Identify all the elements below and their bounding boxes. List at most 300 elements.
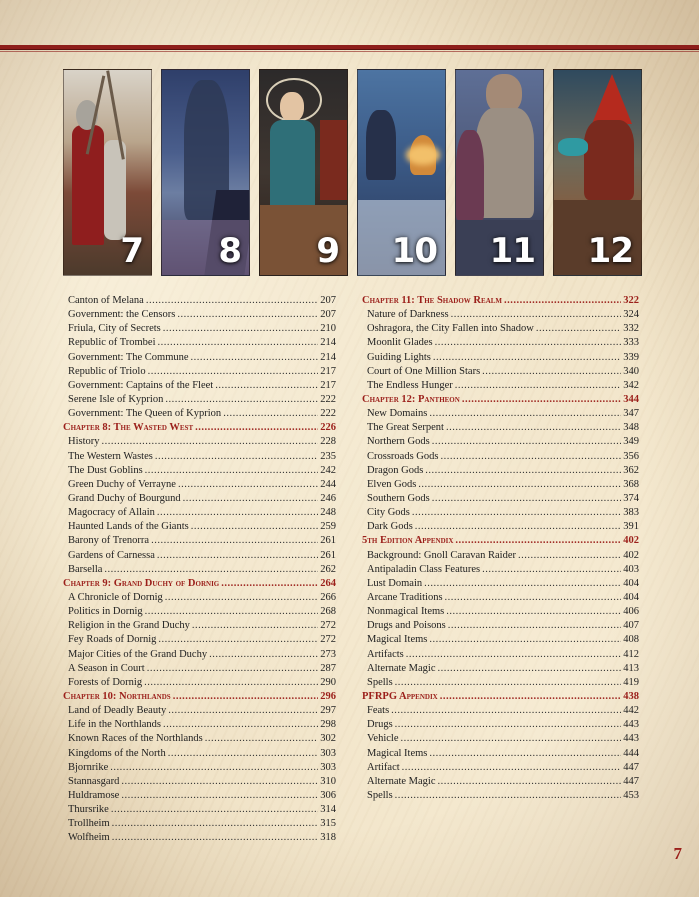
toc-entry	[367, 506, 639, 520]
toc-leader-dots	[147, 662, 319, 676]
toc-entry-page: 349	[623, 436, 639, 448]
toc-entry-page: 261	[320, 549, 336, 561]
toc-leader-dots	[157, 506, 318, 520]
toc-entry-page: 246	[320, 492, 336, 504]
toc-entry	[367, 478, 639, 492]
toc-entry	[68, 789, 336, 803]
toc-entry	[68, 549, 336, 563]
toc-leader-dots	[158, 633, 318, 647]
toc-leader-dots	[432, 492, 622, 506]
toc-entry-title: Grand Duchy of Bourgund	[68, 492, 181, 504]
toc-entry-page: 447	[623, 775, 639, 787]
toc-leader-dots	[415, 520, 621, 534]
toc-entry	[68, 294, 336, 308]
toc-entry-page: 412	[623, 648, 639, 660]
toc-entry-page: 228	[320, 436, 336, 448]
chapter-number: 12	[587, 231, 633, 271]
toc-entry-page: 347	[623, 408, 639, 420]
toc-entry	[68, 831, 336, 845]
toc-entry-page: 259	[320, 521, 336, 533]
toc-entry-title: Moonlit Glades	[367, 337, 433, 349]
toc-leader-dots	[151, 534, 318, 548]
toc-entry	[367, 450, 639, 464]
toc-entry-title: Vehicle	[367, 733, 399, 745]
toc-entry	[367, 775, 639, 789]
toc-entry-title: The Great Serpent	[367, 422, 444, 434]
toc-entry	[367, 322, 639, 336]
toc-leader-dots	[168, 704, 318, 718]
toc-leader-dots	[165, 591, 318, 605]
toc-entry-page: 442	[623, 705, 639, 717]
toc-leader-dots	[446, 605, 621, 619]
toc-leader-dots	[518, 549, 621, 563]
toc-entry-title: Oshragora, the City Fallen into Shadow	[367, 323, 534, 335]
toc-entry	[68, 308, 336, 322]
toc-entry-page: 272	[320, 634, 336, 646]
toc-entry-title: Artifact	[367, 761, 400, 773]
toc-entry-title: Spells	[367, 676, 393, 688]
toc-leader-dots	[111, 803, 318, 817]
toc-entry-page: 447	[623, 761, 639, 773]
toc-entry-page: 272	[320, 620, 336, 632]
toc-leader-dots	[440, 450, 621, 464]
toc-entry-title: A Season in Court	[68, 662, 145, 674]
toc-entry-page: 226	[320, 422, 336, 434]
toc-entry-page: 214	[320, 337, 336, 349]
toc-chapter-heading	[362, 690, 639, 704]
toc-entry-title: Northern Gods	[367, 436, 430, 448]
toc-entry-title: Nonmagical Items	[367, 606, 445, 618]
toc-entry	[68, 591, 336, 605]
toc-entry-page: 207	[320, 309, 336, 321]
toc-entry-title: Canton of Melana	[68, 295, 144, 306]
toc-leader-dots	[482, 365, 621, 379]
toc-entry-title: Government: the Censors	[68, 309, 176, 321]
toc-entry-page: 287	[320, 662, 336, 674]
toc-entry-page: 444	[623, 747, 639, 759]
toc-entry-page: 298	[320, 719, 336, 731]
toc-leader-dots	[432, 435, 622, 449]
toc-leader-dots	[391, 704, 621, 718]
toc-entry-page: 210	[320, 323, 336, 335]
toc-entry-title: Court of One Million Stars	[367, 365, 481, 377]
toc-entry-title: Spells	[367, 789, 393, 801]
toc-entry-page: 404	[623, 577, 639, 589]
toc-leader-dots	[448, 619, 621, 633]
toc-entry-page: 453	[623, 789, 639, 801]
toc-entry	[68, 478, 336, 492]
toc-entry-title: Magical Items	[367, 634, 428, 646]
toc-entry-title: Kingdoms of the North	[68, 747, 166, 759]
toc-leader-dots	[455, 379, 622, 393]
toc-leader-dots	[165, 393, 318, 407]
toc-chapter-heading	[362, 393, 639, 407]
toc-entry-page: 273	[320, 648, 336, 660]
toc-leader-dots	[438, 662, 622, 676]
chapter-number: 11	[489, 231, 535, 271]
toc-entry-title: Government: Captains of the Fleet	[68, 379, 214, 391]
toc-entry-page: 406	[623, 606, 639, 618]
toc-entry-page: 222	[320, 408, 336, 420]
toc-entry-page: 402	[623, 535, 639, 547]
toc-leader-dots	[110, 761, 318, 775]
toc-entry-page: 408	[623, 634, 639, 646]
toc-entry-title: History	[68, 436, 100, 448]
toc-entry	[367, 619, 639, 633]
toc-entry	[367, 577, 639, 591]
toc-entry	[68, 817, 336, 831]
toc-entry-page: 235	[320, 450, 336, 462]
toc-entry-title: Religion in the Grand Duchy	[68, 620, 190, 632]
toc-entry	[68, 563, 336, 577]
toc-entry-title: Nature of Darkness	[367, 309, 449, 321]
toc-entry	[68, 464, 336, 478]
toc-entry-title: Drugs and Poisons	[367, 620, 446, 632]
toc-entry-title: A Chronicle of Dornig	[68, 591, 163, 603]
toc-entry-title: Trollheim	[68, 818, 110, 830]
toc-entry	[367, 662, 639, 676]
toc-leader-dots	[148, 365, 319, 379]
toc-entry-page: 322	[623, 295, 639, 306]
header-rule-thin	[0, 51, 699, 52]
chapter-11-illustration	[455, 69, 544, 276]
toc-entry-title: Antipaladin Class Features	[367, 563, 481, 575]
toc-entry-title: City Gods	[367, 507, 410, 519]
toc-entry	[68, 492, 336, 506]
toc-chapter-heading	[63, 577, 336, 591]
toc-entry-page: 419	[623, 676, 639, 688]
toc-entry-title: Wolfheim	[68, 832, 110, 844]
toc-entry-page: 266	[320, 591, 336, 603]
toc-leader-dots	[482, 563, 621, 577]
toc-chapter-heading	[362, 294, 639, 308]
toc-entry-page: 296	[320, 690, 336, 702]
toc-leader-dots	[121, 775, 318, 789]
toc-leader-dots	[504, 294, 621, 308]
toc-chapter-heading	[63, 690, 336, 704]
toc-entry-page: 407	[623, 620, 639, 632]
toc-entry-title: Barony of Trenorra	[68, 535, 150, 547]
toc-entry-title: Dark Gods	[367, 521, 413, 533]
toc-leader-dots	[401, 732, 622, 746]
toc-leader-dots	[424, 577, 621, 591]
toc-entry-title: Serene Isle of Kyprion	[68, 393, 164, 405]
toc-leader-dots	[146, 294, 318, 308]
toc-entry-title: The Dust Goblins	[68, 464, 143, 476]
toc-leader-dots	[104, 563, 318, 577]
toc-entry	[367, 407, 639, 421]
toc-entry-title: PFRPG Appendix	[362, 690, 438, 702]
toc-leader-dots	[412, 506, 621, 520]
chapter-10-illustration	[357, 69, 446, 276]
toc-leader-dots	[395, 718, 622, 732]
chapter-12-illustration	[553, 69, 642, 276]
toc-entry-page: 356	[623, 450, 639, 462]
toc-entry	[367, 308, 639, 322]
toc-leader-dots	[429, 407, 621, 421]
toc-entry	[367, 648, 639, 662]
toc-leader-dots	[195, 421, 318, 435]
toc-entry	[68, 619, 336, 633]
toc-entry-page: 443	[623, 719, 639, 731]
toc-entry	[367, 351, 639, 365]
toc-entry	[68, 534, 336, 548]
toc-entry-title: Alternate Magic	[367, 662, 436, 674]
toc-entry	[68, 605, 336, 619]
toc-entry	[68, 775, 336, 789]
toc-entry	[68, 336, 336, 350]
toc-leader-dots	[451, 308, 622, 322]
toc-leader-dots	[173, 690, 319, 704]
toc-entry-title: Chapter 11: The Shadow Realm	[362, 295, 503, 306]
toc-leader-dots	[192, 619, 318, 633]
toc-entry-title: 5th Edition Appendix	[362, 535, 454, 547]
toc-entry-title: Elven Gods	[367, 478, 417, 490]
toc-entry-title: Chapter 9: Grand Duchy of Dornig	[63, 577, 220, 589]
chapter-number: 10	[391, 231, 437, 271]
toc-entry-title: Chapter 8: The Wasted West	[63, 422, 194, 434]
toc-entry	[68, 704, 336, 718]
toc-entry-title: Artifacts	[367, 648, 404, 660]
toc-leader-dots	[209, 648, 318, 662]
toc-entry	[367, 464, 639, 478]
toc-entry-title: Magocracy of Allain	[68, 507, 155, 519]
toc-leader-dots	[168, 747, 319, 761]
toc-entry	[367, 563, 639, 577]
toc-entry	[367, 379, 639, 393]
toc-entry	[367, 365, 639, 379]
toc-entry-title: Green Duchy of Verrayne	[68, 478, 176, 490]
toc-entry-title: Alternate Magic	[367, 775, 436, 787]
toc-entry-page: 368	[623, 478, 639, 490]
header-rule	[0, 45, 699, 49]
toc-entry-title: Life in the Northlands	[68, 719, 162, 731]
toc-entry	[367, 492, 639, 506]
chapter-number: 7	[120, 231, 143, 271]
toc-entry	[68, 351, 336, 365]
toc-entry-title: Known Races of the Northlands	[68, 733, 203, 745]
toc-leader-dots	[163, 322, 319, 336]
toc-entry-page: 348	[623, 422, 639, 434]
toc-entry-title: Huldramose	[68, 789, 120, 801]
toc-entry-title: New Domains	[367, 408, 428, 420]
chapter-8-illustration	[161, 69, 250, 276]
toc-leader-dots	[440, 690, 622, 704]
toc-leader-dots	[145, 464, 319, 478]
toc-leader-dots	[155, 450, 318, 464]
toc-entry-page: 340	[623, 365, 639, 377]
toc-entry-page: 318	[320, 832, 336, 844]
toc-entry-page: 443	[623, 733, 639, 745]
toc-leader-dots	[429, 633, 621, 647]
toc-leader-dots	[462, 393, 621, 407]
toc-entry-title: Background: Gnoll Caravan Raider	[367, 549, 516, 561]
toc-leader-dots	[102, 435, 319, 449]
toc-entry	[68, 747, 336, 761]
toc-leader-dots	[178, 478, 318, 492]
toc-leader-dots	[446, 421, 621, 435]
toc-entry	[367, 605, 639, 619]
toc-entry-title: Friula, City of Secrets	[68, 323, 161, 335]
toc-entry-title: Thursrike	[68, 804, 109, 816]
toc-leader-dots	[223, 407, 318, 421]
toc-entry	[367, 676, 639, 690]
toc-entry-title: Bjornrike	[68, 761, 109, 773]
toc-entry-page: 217	[320, 365, 336, 377]
toc-leader-dots	[425, 464, 621, 478]
toc-entry-page: 302	[320, 733, 336, 745]
toc-entry-page: 315	[320, 818, 336, 830]
toc-entry-title: Dragon Gods	[367, 464, 424, 476]
toc-entry-title: Lust Domain	[367, 577, 423, 589]
toc-entry-page: 402	[623, 549, 639, 561]
toc-leader-dots	[429, 747, 621, 761]
toc-entry	[68, 761, 336, 775]
toc-entry-page: 339	[623, 351, 639, 363]
toc-entry	[367, 761, 639, 775]
toc-entry	[68, 407, 336, 421]
toc-leader-dots	[438, 775, 622, 789]
toc-entry-title: Crossroads Gods	[367, 450, 439, 462]
toc-entry-page: 262	[320, 563, 336, 575]
toc-leader-dots	[433, 351, 621, 365]
toc-entry	[367, 633, 639, 647]
toc-entry	[68, 365, 336, 379]
toc-entry-title: Drugs	[367, 719, 393, 731]
toc-entry	[367, 591, 639, 605]
toc-entry-title: Barsella	[68, 563, 103, 575]
toc-leader-dots	[191, 351, 319, 365]
toc-entry	[367, 747, 639, 761]
toc-entry-title: Southern Gods	[367, 492, 430, 504]
toc-entry-title: The Western Wastes	[68, 450, 153, 462]
toc-entry-title: Government: The Queen of Kyprion	[68, 408, 222, 420]
toc-leader-dots	[191, 520, 319, 534]
toc-entry-page: 290	[320, 676, 336, 688]
toc-entry	[68, 718, 336, 732]
toc-entry	[367, 732, 639, 746]
toc-entry-page: 264	[320, 577, 336, 589]
toc-entry	[68, 803, 336, 817]
toc-entry-page: 391	[623, 521, 639, 533]
toc-leader-dots	[395, 789, 622, 803]
toc-leader-dots	[435, 336, 622, 350]
toc-entry-page: 342	[623, 379, 639, 391]
toc-entry-page: 306	[320, 789, 336, 801]
toc-leader-dots	[145, 605, 319, 619]
toc-entry-title: Government: The Commune	[68, 351, 189, 363]
toc-entry-title: Major Cities of the Grand Duchy	[68, 648, 208, 660]
toc-entry	[68, 379, 336, 393]
toc-right-column	[362, 294, 639, 803]
toc-leader-dots	[455, 534, 621, 548]
toc-entry-page: 297	[320, 705, 336, 717]
toc-entry	[68, 393, 336, 407]
toc-entry-title: Haunted Lands of the Giants	[68, 521, 189, 533]
toc-leader-dots	[221, 577, 318, 591]
toc-entry-title: Feats	[367, 705, 390, 717]
toc-entry	[367, 435, 639, 449]
toc-leader-dots	[445, 591, 622, 605]
toc-entry-title: Guiding Lights	[367, 351, 431, 363]
toc-leader-dots	[112, 817, 319, 831]
toc-leader-dots	[183, 492, 319, 506]
toc-entry-title: Politics in Dornig	[68, 606, 143, 618]
toc-entry-page: 324	[623, 309, 639, 321]
toc-leader-dots	[144, 676, 318, 690]
toc-entry	[68, 732, 336, 746]
toc-entry-page: 438	[623, 690, 639, 702]
toc-entry-page: 242	[320, 464, 336, 476]
toc-leader-dots	[402, 761, 622, 775]
chapter-9-illustration	[259, 69, 348, 276]
toc-entry-page: 332	[623, 323, 639, 335]
chapter-number: 9	[316, 231, 339, 271]
toc-leader-dots	[536, 322, 621, 336]
toc-entry-title: Republic of Triolo	[68, 365, 146, 377]
toc-entry	[68, 435, 336, 449]
toc-entry-page: 403	[623, 563, 639, 575]
toc-entry	[367, 718, 639, 732]
toc-leader-dots	[177, 308, 318, 322]
toc-entry	[68, 633, 336, 647]
toc-entry	[367, 421, 639, 435]
toc-leader-dots	[121, 789, 318, 803]
toc-leader-dots	[163, 718, 318, 732]
toc-entry-page: 248	[320, 507, 336, 519]
toc-entry	[367, 520, 639, 534]
toc-leader-dots	[418, 478, 621, 492]
toc-entry	[68, 520, 336, 534]
toc-entry-title: Land of Deadly Beauty	[68, 705, 167, 717]
toc-leader-dots	[112, 831, 319, 845]
toc-leader-dots	[157, 549, 318, 563]
toc-entry-title: Gardens of Carnessa	[68, 549, 155, 561]
toc-entry-page: 268	[320, 606, 336, 618]
toc-entry-page: 362	[623, 464, 639, 476]
toc-left-column	[63, 294, 336, 845]
toc-entry-page: 217	[320, 379, 336, 391]
toc-leader-dots	[406, 648, 622, 662]
toc-entry-title: Fey Roads of Dornig	[68, 634, 157, 646]
toc-entry	[68, 450, 336, 464]
toc-entry	[367, 549, 639, 563]
toc-entry-page: 333	[623, 337, 639, 349]
toc-entry-page: 413	[623, 662, 639, 674]
toc-entry-title: The Endless Hunger	[367, 379, 453, 391]
toc-entry	[68, 648, 336, 662]
toc-entry-title: Arcane Traditions	[367, 591, 443, 603]
toc-entry-title: Chapter 12: Pantheon	[362, 393, 460, 405]
toc-entry-page: 303	[320, 761, 336, 773]
toc-leader-dots	[215, 379, 318, 393]
toc-leader-dots	[205, 732, 319, 746]
toc-entry-title: Magical Items	[367, 747, 428, 759]
toc-entry	[68, 676, 336, 690]
toc-entry-title: Republic of Trombei	[68, 337, 156, 349]
chapter-number: 8	[218, 231, 241, 271]
toc-entry-page: 222	[320, 393, 336, 405]
toc-chapter-heading	[362, 534, 639, 548]
toc-entry	[68, 662, 336, 676]
chapter-7-illustration	[63, 69, 152, 276]
toc-entry-page: 244	[320, 478, 336, 490]
toc-entry-page: 261	[320, 535, 336, 547]
toc-entry-page: 383	[623, 507, 639, 519]
page-number: 7	[673, 844, 682, 863]
toc-leader-dots	[395, 676, 622, 690]
toc-entry-page: 303	[320, 747, 336, 759]
